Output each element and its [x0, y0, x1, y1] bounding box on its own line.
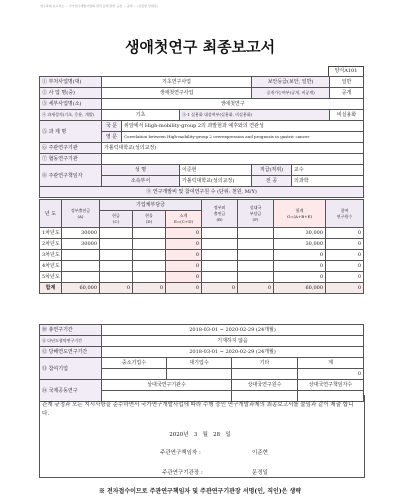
sme-count-label: 중소기업수	[102, 358, 167, 369]
korean-title-label: 국 문	[102, 121, 122, 132]
security-grade-label: 보안등급(보안, 일반)	[252, 77, 330, 88]
pi-dept-label: 소속부서	[102, 176, 180, 187]
total-subtotal: 0	[166, 283, 202, 294]
budget-cell-inkind	[133, 272, 166, 283]
total-researchers: 0	[326, 283, 364, 294]
total-total: 60,000	[274, 283, 326, 294]
info-table	[39, 76, 364, 198]
budget-cell-partner	[238, 228, 274, 239]
budget-row	[40, 250, 364, 261]
budget-cell-year: 4차년도	[40, 261, 62, 272]
budget-cell-total: 30,000	[274, 228, 326, 239]
sme-count-value	[102, 369, 167, 380]
head-signature-label: 주관연구기관장 :	[162, 470, 203, 476]
header-total: 합계 G=(A+B+E)	[274, 200, 326, 228]
pi-label: ⑧ 주관연구책임자	[40, 165, 102, 187]
budget-cell-inkind	[133, 239, 166, 250]
header-gov: 정부출연금 (A)	[62, 200, 100, 228]
budget-cell-cash	[100, 239, 133, 250]
budget-cell-subtotal: 0	[166, 272, 202, 283]
budget-cell-gov: 30000	[62, 228, 100, 239]
pi-dept-value: 가톨릭대학교(성의교정)	[180, 176, 252, 187]
budget-header-1	[40, 200, 364, 211]
subprogram-label: ③ 세부사업명(소)	[40, 99, 102, 110]
budget-cell-local	[202, 261, 238, 272]
total-local: 0	[202, 283, 238, 294]
budget-cell-gov	[62, 250, 100, 261]
row-companies-head	[40, 358, 364, 369]
budget-cell-total: 0	[274, 272, 326, 283]
company-total-value: 0	[298, 369, 364, 380]
footer-note: ※ 전자접수이므로 주관연구책임자 및 주관연구기관장 서명(인, 직인)은 생략	[98, 488, 302, 495]
total-year: 합계	[40, 283, 62, 294]
budget-cell-researchers: 0	[326, 250, 364, 261]
budget-caption: ⑨ 연구개발비 및 참여연구원 수 (단위: 천원, M/Y)	[40, 187, 364, 198]
budget-cell-total: 30,000	[274, 239, 326, 250]
row-subprogram	[40, 99, 364, 110]
budget-cell-year: 2차년도	[40, 239, 62, 250]
budget-cell-year: 3차년도	[40, 250, 62, 261]
intl-label: ⑭ 국제공동연구	[40, 380, 102, 402]
program-value: 생애첫연구사업	[102, 88, 252, 99]
pi-position-label: 직급(직위)	[252, 165, 292, 176]
period-table	[39, 324, 364, 402]
subprogram-value: 생애첫연구	[102, 99, 364, 110]
cooperating-institution-label: ⑦ 협동연구기관	[40, 154, 102, 165]
header-year: 년 도	[40, 200, 62, 228]
total-period-value: 2018-03-01 ~ 2020-02-29 (24개월)	[102, 325, 364, 336]
row-title-korean	[40, 121, 364, 132]
budget-row	[40, 272, 364, 283]
row-ministry-program	[40, 77, 364, 88]
budget-cell-gov	[62, 272, 100, 283]
pi-signature-label: 주관연구책임자 :	[160, 450, 201, 456]
budget-cell-year: 5차년도	[40, 272, 62, 283]
head-signature-value: 문정일	[252, 470, 268, 476]
korean-title: 위암에서 High-mobility-group 2의 과발현과 예후와의 연관성	[122, 121, 364, 132]
program-label: ② 사 업 명(중)	[40, 88, 102, 99]
budget-cell-local	[202, 250, 238, 261]
commercialization-label: ④-1 실용화 대상여부(실용화, 비실용화)	[180, 110, 330, 121]
other-count-label: 기타	[232, 358, 298, 369]
budget-cell-inkind	[133, 250, 166, 261]
header-researchers: 참여 연구원수	[326, 200, 364, 228]
budget-cell-cash	[100, 272, 133, 283]
ministry-program-value: 기초연구사업	[102, 77, 252, 88]
pi-major-label: 전 공	[252, 176, 292, 187]
partner-researchers-label: 상대국연구원수	[232, 380, 298, 391]
project-nature-label: ④ 과제성격(기초, 응용, 개발)	[40, 110, 102, 121]
total-period-label: ⑩ 총연구기간	[40, 325, 102, 336]
budget-cell-total: 0	[274, 261, 326, 272]
budget-table	[39, 199, 364, 294]
budget-cell-gov	[62, 261, 100, 272]
budget-cell-cash	[100, 228, 133, 239]
budget-cell-local	[202, 272, 238, 283]
english-title: Correlation between High-mobility-group 2 overexpression and prognosis in gastric cancer	[122, 132, 364, 143]
budget-cell-researchers: 0	[326, 239, 364, 250]
pi-major-value: 의과학	[292, 176, 364, 187]
cooperating-institution-value	[102, 154, 364, 165]
companies-label: ⑬ 참여기업	[40, 358, 102, 380]
row-intl-head	[40, 380, 364, 391]
large-count-label: 대기업수	[167, 358, 232, 369]
budget-cell-partner	[238, 250, 274, 261]
disclosure-value: 공개	[330, 88, 364, 99]
multiyear-period-value: 기재하지 않음	[102, 336, 364, 347]
partner-institutions-label: 상대국연구기관수	[102, 380, 232, 391]
pi-signature-value: 이준현	[252, 450, 268, 456]
multiyear-period-label: ⑪ 다년도협약연구기간	[40, 336, 102, 347]
header-inkind: 현물 (D)	[133, 211, 166, 228]
row-multiyear-period	[40, 336, 364, 347]
budget-row	[40, 239, 364, 250]
current-period-label: ⑫ 당해연도연구기간	[40, 347, 102, 358]
total-gov: 60,000	[62, 283, 100, 294]
company-total-label: 계	[298, 358, 364, 369]
header-local: 정부외 출연금 (B)	[202, 200, 238, 228]
row-pi-name	[40, 165, 364, 176]
other-count-value	[232, 369, 298, 380]
total-partner: 0	[238, 283, 274, 294]
total-cash: 0	[100, 283, 133, 294]
pi-name-label: 성 명	[102, 165, 180, 176]
budget-rows	[40, 228, 364, 283]
budget-cell-cash	[100, 250, 133, 261]
budget-cell-subtotal: 0	[166, 239, 202, 250]
header-partner: 상대국 부담금 (F)	[238, 200, 274, 228]
partner-pis-label: 상대국연구책임자수	[298, 380, 364, 391]
security-grade-value: 일반	[330, 77, 364, 88]
header-subtotal: 소계 E=(C+D)	[166, 211, 202, 228]
current-period-value: 2018-03-01 ~ 2020-02-29 (24개월)	[102, 347, 364, 358]
budget-row	[40, 261, 364, 272]
pi-name-value: 이준현	[180, 165, 252, 176]
header-cash: 현금 (C)	[100, 211, 133, 228]
english-title-label: 영 문	[102, 132, 122, 143]
ministry-program-label: ① 부처사업명(대)	[40, 77, 102, 88]
row-project-nature	[40, 110, 364, 121]
budget-cell-subtotal: 0	[166, 250, 202, 261]
page-title: 생애첫연구 최종보고서	[124, 38, 276, 56]
commercialization-value: 비실용화	[330, 110, 364, 121]
budget-total-row	[40, 283, 364, 294]
budget-cell-researchers: 0	[326, 261, 364, 272]
budget-cell-local	[202, 239, 238, 250]
budget-cell-partner	[238, 272, 274, 283]
large-count-value	[167, 369, 232, 380]
header-corp: 기업체부담금	[100, 200, 202, 211]
budget-cell-partner	[238, 261, 274, 272]
pi-position-value: 교수	[292, 165, 364, 176]
top-note: 연구과제 보고서는 ... 국가연구개발사업의 관리 등에 관한 규정 ... 공개 ... (흐릿한 안내문)	[40, 4, 159, 8]
disclosure-label: 공개가능여부(공개, 비공개)	[252, 88, 330, 99]
budget-cell-subtotal: 0	[166, 261, 202, 272]
row-program	[40, 88, 364, 99]
budget-cell-subtotal: 0	[166, 228, 202, 239]
row-lead-institution	[40, 143, 364, 154]
form-number: 양식A101	[328, 66, 364, 77]
row-budget-caption	[40, 187, 364, 198]
budget-cell-gov: 30000	[62, 239, 100, 250]
budget-cell-year: 1차년도	[40, 228, 62, 239]
total-inkind: 0	[133, 283, 166, 294]
declaration-text: 관계 규정과 모든 지시사항을 준수하면서 국가연구개발사업에 따라 수행 중인 연구개발과제의 최종보고서를 붙임과 같이 제출 합니다.	[42, 402, 354, 417]
budget-cell-researchers: 0	[326, 228, 364, 239]
budget-cell-researchers: 0	[326, 272, 364, 283]
budget-cell-local	[202, 228, 238, 239]
submission-date: 2020년 3 월 28 일	[169, 432, 231, 438]
budget-cell-cash	[100, 261, 133, 272]
budget-cell-total: 0	[274, 250, 326, 261]
row-cooperating-institution	[40, 154, 364, 165]
budget-cell-inkind	[133, 228, 166, 239]
project-title-label: ⑤ 과 제 명	[40, 121, 102, 143]
project-nature-value: 기초	[102, 110, 180, 121]
lead-institution-label: ⑥ 주관연구기관	[40, 143, 102, 154]
row-current-period	[40, 347, 364, 358]
row-total-period	[40, 325, 364, 336]
budget-cell-inkind	[133, 261, 166, 272]
budget-cell-partner	[238, 239, 274, 250]
budget-row	[40, 228, 364, 239]
lead-institution-value: 가톨릭대학교(성의교정)	[102, 143, 364, 154]
